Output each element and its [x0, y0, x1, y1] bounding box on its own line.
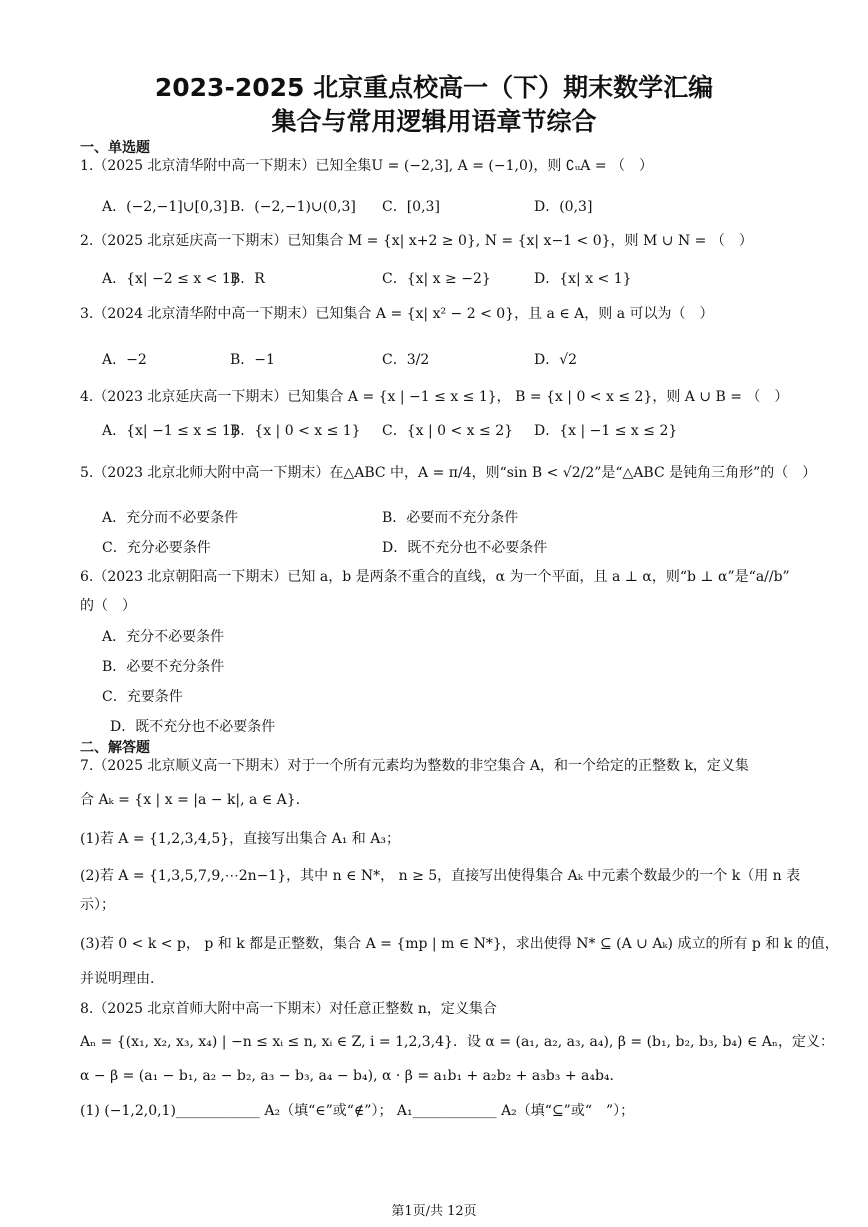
q2-option-d: D．{x| x < 1} [534, 271, 632, 287]
q1-option-a: A．(−2,−1]∪[0,3] [102, 199, 228, 215]
question-7-part-2: (2)若 A = {1,3,5,7,9,⋯2n−1}，其中 n ∈ N*， n ≥ 5，直接写出使得集合 Aₖ 中元素个数最少的一个 k（用 n 表 [80, 868, 801, 884]
title-line-1: 2023-2025 北京重点校高一（下）期末数学汇编 [154, 73, 714, 102]
question-8-part-1: (1) (−1,2,0,1)____________ A₂（填“∈”或“∉”）； A₁____________ A₂（填“⊆”或“ ”）； [80, 1103, 635, 1119]
question-7-part-3-cont: 并说明理由. [80, 971, 155, 987]
question-7-line-2: 合 Aₖ = {x | x = |a − k|, a ∈ A}. [80, 792, 301, 808]
title-line-2: 集合与常用逻辑用语章节综合 [271, 107, 597, 136]
q1-option-b: B．(−2,−1)∪(0,3] [230, 199, 356, 215]
q4-option-d: D．{x | −1 ≤ x ≤ 2} [534, 423, 678, 439]
question-8-line-2: Aₙ = {(x₁, x₂, x₃, x₄) | −n ≤ xᵢ ≤ n, xᵢ ∈ Z, i = 1,2,3,4}．设 α = (a₁, a₂, a₃, a₄), β = (b₁, b₂, b₃, b₄) ∈ Aₙ，定义： [80, 1034, 834, 1050]
q5-option-c: C．充分必要条件 [102, 540, 211, 556]
question-1-stem: 1.（2025 北京清华附中高一下期末）已知全集U = (−2,3], A = (−1,0)，则 ∁ᵤA = （ ） [80, 158, 654, 174]
question-5-stem: 5.（2023 北京北师大附中高一下期末）在△ABC 中，A = π/4，则“sin B < √2/2”是“△ABC 是钝角三角形”的（ ） [80, 465, 817, 481]
q5-option-b: B．必要而不充分条件 [382, 510, 519, 526]
q3-option-d: D．√2 [534, 352, 578, 368]
q1-option-c: C．[0,3] [382, 199, 440, 215]
q6-option-d: D．既不充分也不必要条件 [110, 719, 276, 735]
question-6-stem-cont: 的（ ） [80, 598, 136, 614]
question-3-stem: 3.（2024 北京清华附中高一下期末）已知集合 A = {x| x² − 2 < 0}，且 a ∈ A，则 a 可以为（ ） [80, 306, 714, 322]
question-4-stem: 4.（2023 北京延庆高一下期末）已知集合 A = {x | −1 ≤ x ≤ 1}， B = {x | 0 < x ≤ 2}，则 A ∪ B = （ ） [80, 389, 789, 405]
section-single-choice: 一、单选题 [80, 140, 150, 156]
question-6-stem: 6.（2023 北京朝阳高一下期末）已知 a，b 是两条不重合的直线，α 为一个平面，且 a ⊥ α，则“b ⊥ α”是“a//b” [80, 569, 790, 585]
q3-option-b: B．−1 [230, 352, 275, 368]
question-7-line-1: 7.（2025 北京顺义高一下期末）对于一个所有元素均为整数的非空集合 A，和一个给定的正整数 k，定义集 [80, 758, 749, 774]
q2-option-a: A．{x| −2 ≤ x < 1} [102, 271, 240, 287]
question-8-line-3: α − β = (a₁ − b₁, a₂ − b₂, a₃ − b₃, a₄ − b₄), α · β = a₁b₁ + a₂b₂ + a₃b₃ + a₄b₄. [80, 1068, 614, 1084]
q4-option-a: A．{x| −1 ≤ x ≤ 1} [102, 423, 240, 439]
question-7-part-1: (1)若 A = {1,2,3,4,5}，直接写出集合 A₁ 和 A₃； [80, 831, 400, 847]
question-8-line-1: 8.（2025 北京首师大附中高一下期末）对任意正整数 n，定义集合 [80, 1001, 497, 1017]
section-solution: 二、解答题 [80, 740, 150, 756]
q1-option-d: D．(0,3] [534, 199, 593, 215]
q2-option-c: C．{x| x ≥ −2} [382, 271, 491, 287]
q6-option-b: B．必要不充分条件 [102, 659, 225, 675]
q3-option-a: A．−2 [102, 352, 147, 368]
question-2-stem: 2.（2025 北京延庆高一下期末）已知集合 M = {x| x+2 ≥ 0}, N = {x| x−1 < 0}，则 M ∪ N = （ ） [80, 233, 753, 249]
q2-option-b: B．R [230, 271, 265, 287]
q5-option-d: D．既不充分也不必要条件 [382, 540, 548, 556]
q5-option-a: A．充分而不必要条件 [102, 510, 239, 526]
q4-option-b: B．{x | 0 < x ≤ 1} [230, 423, 361, 439]
question-7-part-2-cont: 示）； [80, 897, 115, 913]
question-7-part-3: (3)若 0 < k < p， p 和 k 都是正整数，集合 A = {mp | m ∈ N*}，求出使得 N* ⊆ (A ∪ Aₖ) 成立的所有 p 和 k 的值， [80, 936, 839, 952]
q3-option-c: C．3/2 [382, 352, 430, 368]
q6-option-a: A．充分不必要条件 [102, 629, 225, 645]
q4-option-c: C．{x | 0 < x ≤ 2} [382, 423, 514, 439]
q6-option-c: C．充要条件 [102, 689, 183, 705]
page-footer: 第1页/共 12页 [391, 1204, 477, 1219]
